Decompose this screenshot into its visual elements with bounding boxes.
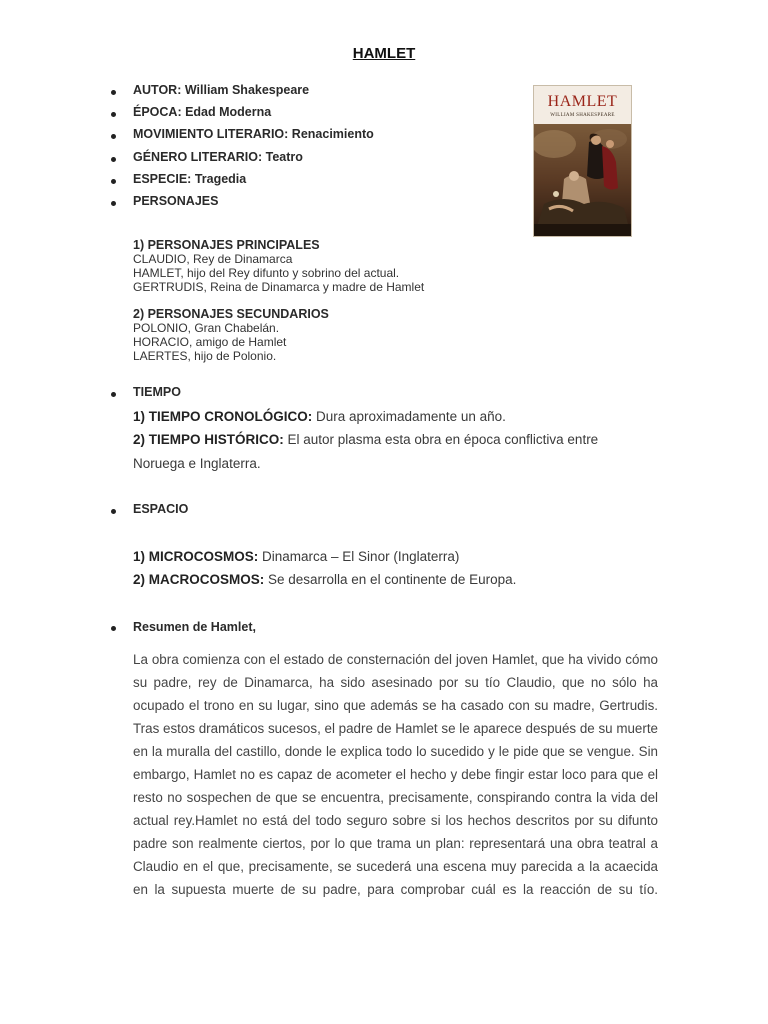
cover-painting [534,124,631,236]
info-movimiento: MOVIMIENTO LITERARIO: Renacimiento [133,127,374,141]
personaje-item: POLONIO, Gran Chabelán. [133,321,280,335]
resumen-label: Resumen de Hamlet, [133,620,256,634]
personaje-item: GERTRUDIS, Reina de Dinamarca y madre de Hamlet [133,280,425,294]
bullet [111,179,116,184]
historico-text: El autor plasma esta obra en época conflictiva entre [283,432,599,447]
personajes-secundarios [133,307,329,363]
personajes-principales [133,238,424,294]
cover-title: HAMLET [547,93,618,110]
tiempo-historico-cont: Noruega e Inglaterra. [133,456,261,471]
cover-author: WILLIAM SHAKESPEARE [550,113,615,118]
micro-label: 1) MICROCOSMOS: [133,549,259,564]
info-genero: GÉNERO LITERARIO: Teatro [133,150,303,164]
tiempo-label: TIEMPO [133,385,181,399]
bullet [111,112,116,117]
micro-text: Dinamarca – El Sinor (Inglaterra) [258,549,460,564]
info-autor: AUTOR: William Shakespeare [133,83,310,97]
macro-label: 2) MACROCOSMOS: [133,572,265,587]
personaje-item: HORACIO, amigo de Hamlet [133,335,287,349]
bullet [111,392,116,397]
info-epoca: ÉPOCA: Edad Moderna [133,105,272,119]
bullet [111,201,116,206]
cronologico-text: Dura aproximadamente un año. [312,409,506,424]
macro-text: Se desarrolla en el continente de Europa. [264,572,517,587]
personaje-item: HAMLET, hijo del Rey difunto y sobrino del actual. [133,266,400,280]
tiempo-cronologico [133,405,506,428]
info-especie: ESPECIE: Tragedia [133,172,247,186]
historico-label: 2) TIEMPO HISTÓRICO: [133,432,284,447]
bullet [111,157,116,162]
espacio-micro [133,545,459,568]
cronologico-label: 1) TIEMPO CRONOLÓGICO: [133,409,313,424]
principales-heading: 1) PERSONAJES PRINCIPALES [133,238,320,252]
resumen-paragraph: La obra comienza con el estado de consternación del joven Hamlet, que ha vivido cómo su padre, rey de Dinamarca, ha sido asesinado por su tío Claudio, que no sólo ha ocupado el trono en su lugar, sino que además se ha casado con su madre, Gertrudis. Tras estos dramáticos sucesos, el padre de Hamlet se le aparece después de su muerte en la muralla del castillo, donde le explica todo lo sucedido y le pide que se vengue. Sin embargo, Hamlet no es capaz de acometer el hecho y debe fingir estar loco para que el resto no sospechen de que se encuentra, precisamente, conspirando contra la vida del actual rey.Hamlet no está del todo seguro sobre si los hechos descritos por su difunto padre son realmente ciertos, por lo que trama un plan: representará una obra teatral a Claudio en el que, precisamente, se sucederá una escena muy parecida a la acaecida en la supuesta muerte de su padre, para comprobar cuál es la reacción de su tío. [133,652,658,897]
espacio-macro [133,568,516,591]
document-title: HAMLET [352,45,416,62]
info-personajes: PERSONAJES [133,194,219,208]
personaje-item: CLAUDIO, Rey de Dinamarca [133,252,293,266]
secundarios-heading: 2) PERSONAJES SECUNDARIOS [133,307,329,321]
espacio-label: ESPACIO [133,502,189,516]
bullet [111,509,116,514]
tiempo-historico [133,428,598,451]
bullet [111,90,116,95]
book-cover-image [533,85,632,237]
bullet [111,626,116,631]
bullet [111,134,116,139]
personaje-item: LAERTES, hijo de Polonio. [133,349,277,363]
